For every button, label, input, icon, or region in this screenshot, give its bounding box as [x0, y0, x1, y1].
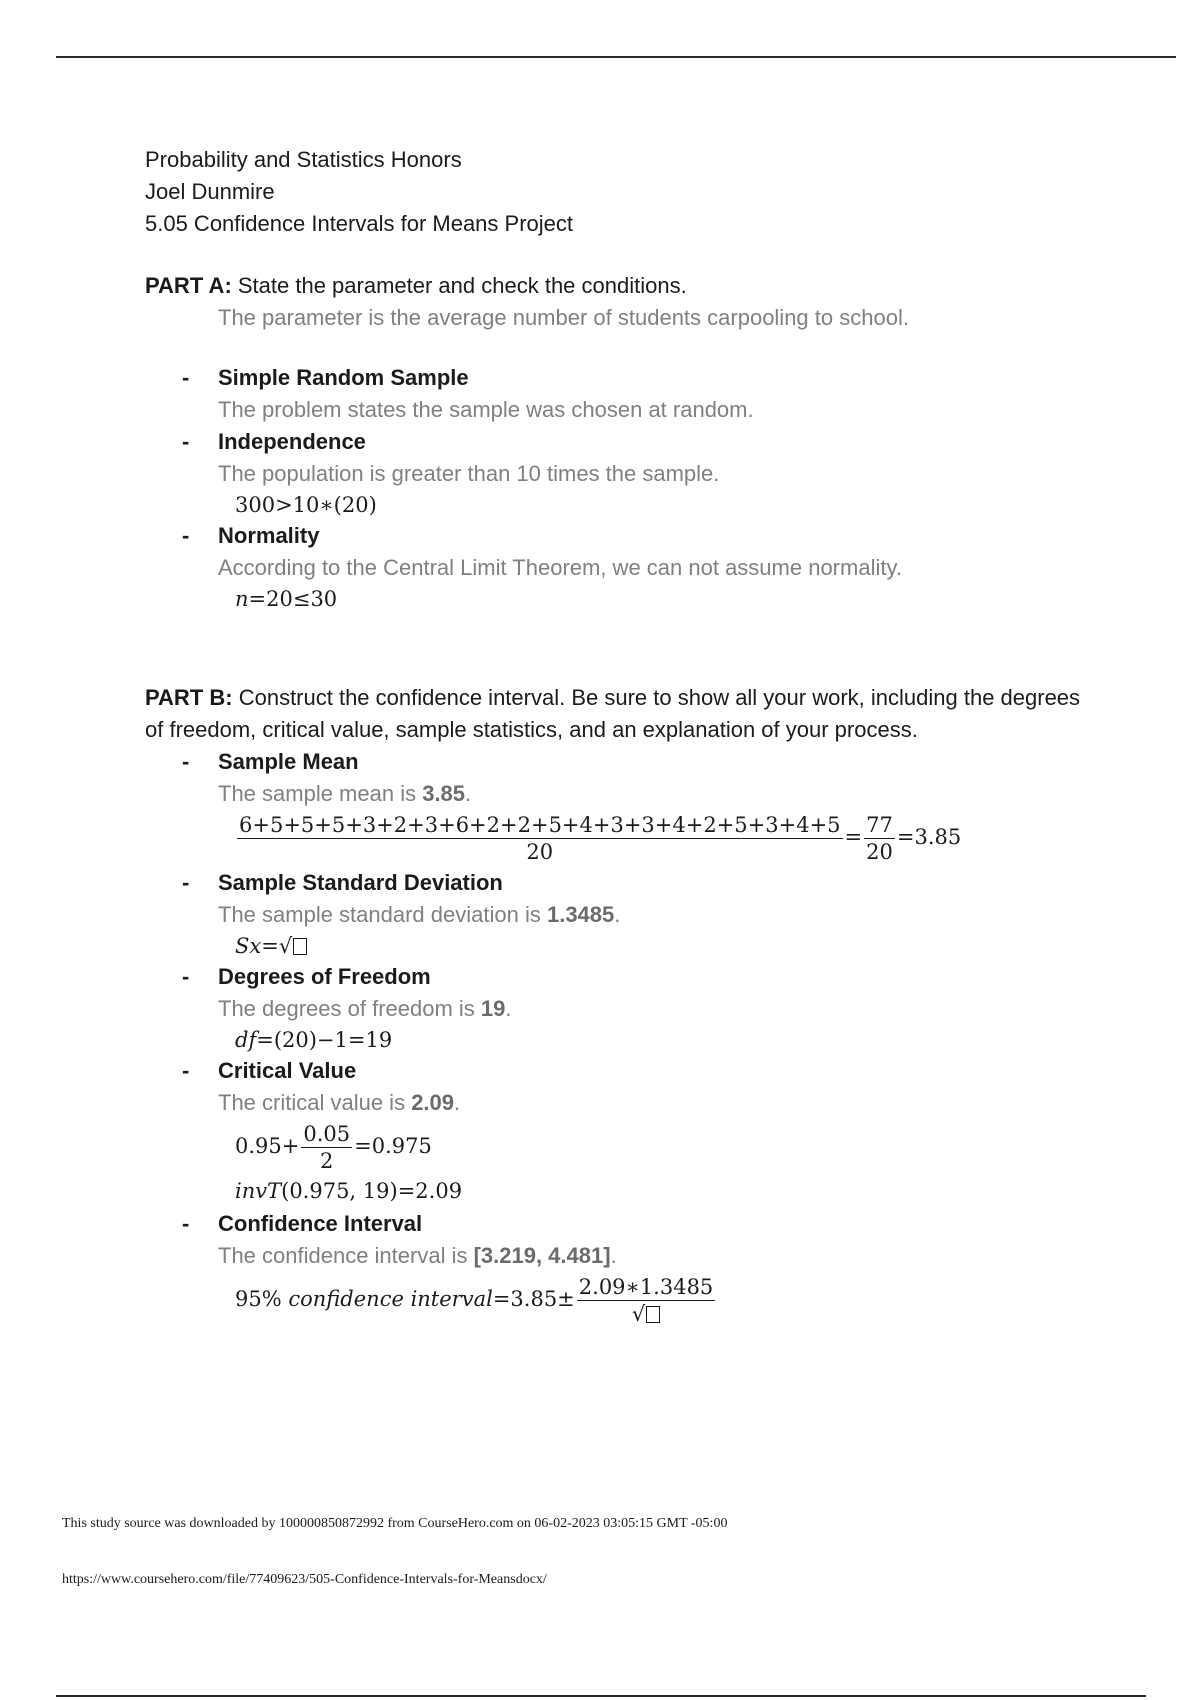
document-title: 5.05 Confidence Intervals for Means Project — [145, 211, 574, 236]
bullet-dash: - — [182, 749, 190, 774]
bullet-dash: - — [182, 870, 190, 895]
result-value: 1.3485 — [546, 902, 615, 927]
condition-normality — [182, 520, 1095, 614]
condition-srs — [182, 362, 1095, 426]
placeholder-box-icon — [293, 938, 307, 955]
math-variable: n — [235, 587, 249, 611]
part-a-prompt: State the parameter and check the conditions. — [231, 273, 687, 298]
step-degrees-of-freedom — [182, 961, 1095, 1055]
step-title: Confidence Interval — [218, 1211, 423, 1236]
step-text: The critical value is 2.09. — [218, 1090, 461, 1115]
source-url[interactable]: https://www.coursehero.com/file/77409623/505-Confidence-Intervals-for-Meansdocx/ — [62, 1572, 547, 1587]
step-title: Degrees of Freedom — [218, 964, 431, 989]
mean-equation: $\frac{6+5+5+5+3+2+3+6+2+2+5+4+3+3+4+2+5+3+4+5}{20}$ = $\frac{77}{20}$ =3.85 — [239, 813, 962, 864]
bullet-dash: - — [182, 964, 190, 989]
step-text: The confidence interval is [3.219, 4.481]. — [218, 1243, 617, 1268]
bullet-dash: - — [182, 1211, 190, 1236]
step-confidence-interval — [182, 1208, 1095, 1327]
sum-denominator: 20 — [526, 840, 554, 864]
result-value: 2.09 — [411, 1090, 455, 1115]
math-rest: =20≤30 — [248, 587, 338, 611]
step-sample-mean — [182, 746, 1095, 865]
condition-text: According to the Central Limit Theorem, we can not assume normality. — [218, 555, 902, 580]
result-value: 3.85 — [422, 781, 466, 806]
course-name: Probability and Statistics Honors — [145, 147, 462, 172]
independence-equation: 300>10∗(20) — [235, 493, 377, 517]
condition-independence — [182, 426, 1095, 520]
step-text: The sample standard deviation is 1.3485. — [218, 902, 621, 927]
part-a-section — [145, 270, 1095, 614]
part-b-heading — [145, 682, 1095, 746]
step-critical-value — [182, 1055, 1095, 1206]
condition-title: Normality — [218, 523, 320, 548]
bullet-dash: - — [182, 1058, 190, 1083]
condition-title: Independence — [218, 429, 366, 454]
sum-fraction — [237, 812, 843, 865]
bullet-dash: - — [182, 523, 190, 548]
mean-result: =3.85 — [896, 825, 962, 849]
author-name: Joel Dunmire — [145, 179, 275, 204]
step-text: The sample mean is 3.85. — [218, 781, 472, 806]
step-title: Sample Standard Deviation — [218, 870, 503, 895]
parameter-statement: The parameter is the average number of students carpooling to school. — [218, 305, 909, 330]
normality-equation — [235, 584, 337, 614]
part-a-label: PART A: — [145, 273, 232, 298]
df-equation: df =(20)−1=19 — [235, 1028, 393, 1052]
condition-text: The population is greater than 10 times the sample. — [218, 461, 720, 486]
result-value: [3.219, 4.481] — [473, 1243, 611, 1268]
step-title: Critical Value — [218, 1058, 357, 1083]
sum-numerator: 6+5+5+5+3+2+3+6+2+2+5+4+3+3+4+2+5+3+4+5 — [239, 813, 841, 837]
part-b-section — [145, 682, 1095, 1327]
placeholder-box-icon — [646, 1306, 660, 1323]
step-title: Sample Mean — [218, 749, 359, 774]
bullet-dash: - — [182, 365, 190, 390]
ci-equation: 95% confidence interval=3.85± $\frac{2.09∗1.3485}{√}$ — [235, 1275, 714, 1326]
step-standard-deviation — [182, 867, 1095, 961]
condition-text: The problem states the sample was chosen at random. — [218, 397, 754, 422]
download-notice: This study source was downloaded by 100000850872992 from CourseHero.com on 06-02-2023 03:05:15 GMT -05:00 — [62, 1516, 728, 1531]
sd-equation: Sx =√ — [235, 931, 307, 961]
part-a-heading — [145, 270, 1095, 302]
invt-equation: invT(0.975, 19)=2.09 — [235, 1179, 463, 1203]
bottom-rule — [56, 1695, 1146, 1697]
step-text: The degrees of freedom is 19. — [218, 996, 512, 1021]
result-value: 19 — [480, 996, 506, 1021]
top-rule — [56, 56, 1176, 58]
part-b-label: PART B: — [145, 685, 233, 710]
part-b-prompt: Construct the confidence interval. Be sure to show all your work, including the degrees of freedom, critical value, sample statistics, and an explanation of your process. — [145, 685, 1081, 742]
reduced-fraction: $\frac{77}{20}$ — [866, 813, 893, 864]
condition-title: Simple Random Sample — [218, 365, 469, 390]
bullet-dash: - — [182, 429, 190, 454]
tail-area-equation: 0.95+ $\frac{0.05}{2}$ =0.975 — [235, 1122, 432, 1173]
document-body — [145, 144, 1095, 1329]
